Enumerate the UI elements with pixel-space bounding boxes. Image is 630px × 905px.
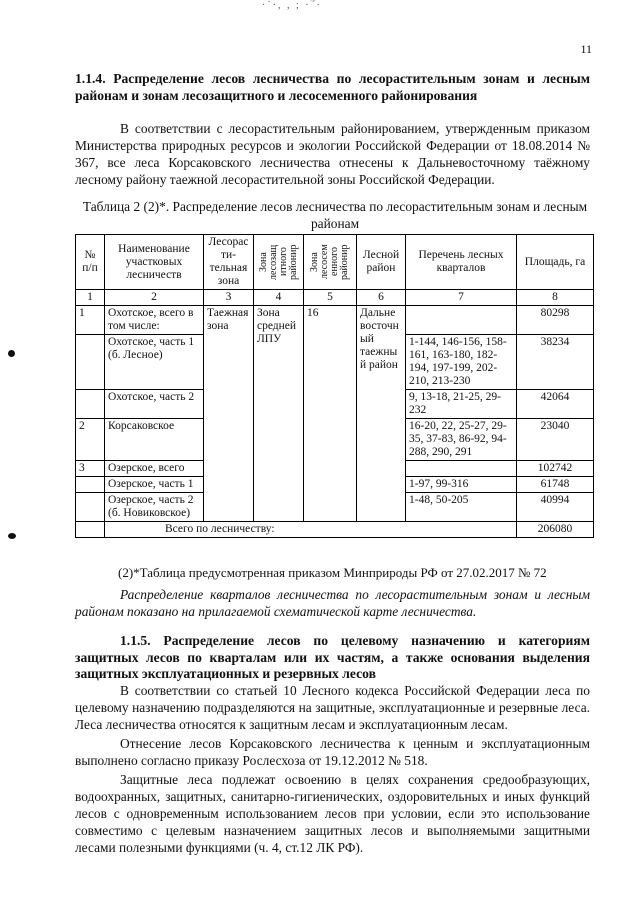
section-1-1-4-paragraph: В соответствии с лесорастительным районированием, утвержденным приказом Министерства природных ресурсов и экологии Российской Федерации от 18.08.2014 № 367, все леса Корсаковского лесничества отнесены к Дальневосточному таёжному лесному району таежной лесорастительной зоны Российской Федерации.	[75, 121, 590, 187]
seed-zone-cell: 16	[304, 306, 357, 522]
table-row: 1 Охотское, всего в том числе: Таежная зона Зона средней ЛПУ 16 Дальне восточн ый таежны й район 80298	[76, 306, 594, 335]
section-1-1-5-heading: 1.1.5. Распределение лесов по целевому назначению и категориям защитных лесов по кварталам или их частям, а также основания выделения защитных эксплуатационных и резервных лесов	[75, 633, 590, 681]
table-row: Озерское, часть 2 (б. Новиковское) 1-48, 50-205 40994	[76, 493, 594, 522]
zone-cell: Таежная зона	[204, 306, 254, 522]
paragraph: В соответствии со статьей 10 Лесного кодекса Российской Федерации леса по целевому назначению подразделяются на защитные, эксплуатационные и резервные леса. Леса лесничества относятся к защитным лесам и эксплуатационным лесам.	[75, 683, 590, 732]
section-1-1-4-heading: 1.1.4. Распределение лесов лесничества по лесорастительным зонам и лесным районам и зонам лесозащитного и лесосеменного районирования	[75, 71, 590, 103]
total-area: 206080	[517, 522, 594, 538]
header-area: Площадь, га	[517, 235, 594, 290]
forest-region-cell: Дальне восточн ый таежны й район	[357, 306, 406, 522]
table-row: Озерское, часть 1 1-97, 99-316 61748	[76, 477, 594, 493]
binding-hole-mark	[8, 350, 15, 357]
forest-zones-table	[75, 234, 594, 538]
table-caption: Таблица 2 (2)*. Распределение лесов лесничества по лесорастительным зонам и лесным районам	[82, 199, 588, 231]
header-name: Наименование участковых лесничеств	[105, 235, 204, 290]
table-footnote: (2)*Таблица предусмотренная приказом Минприроды РФ от 27.02.2017 № 72	[118, 565, 547, 580]
table-row: 2 Корсаковское 16-20, 22, 25-27, 29-35, 37-83, 86-92, 94-288, 290, 291 23040	[76, 419, 594, 461]
total-row	[76, 522, 594, 538]
map-note: Распределение кварталов лесничества по лесорастительным зонам и лесным районам показано на прилагаемой схематической карте лесничества.	[75, 587, 590, 619]
header-quarters: Перечень лесных кварталов	[406, 235, 517, 290]
paragraph: Отнесение лесов Корсаковского лесничества к ценным и эксплуатационным выполнено согласно приказу Рослесхоза от 19.12.2012 № 518.	[75, 736, 590, 768]
table-row: Охотское, часть 2 9, 13-18, 21-25, 29-232 42064	[76, 390, 594, 419]
scan-marks: ·˙·, , ; ·՞·	[262, 0, 322, 11]
protection-zone-cell: Зона средней ЛПУ	[254, 306, 304, 522]
header-forest-region: Лесной район	[357, 235, 406, 290]
paragraph: Защитные леса подлежат освоению в целях сохранения средообразующих, водоохранных, защитных, санитарно-гигиенических, оздоровительных и иных функций лесов с одновременным использованием лесов при условии, если это использование совместимо с целевым назначением защитных лесов и выполняемыми защитными лесами полезными функциями (ч. 4, ст.12 ЛК РФ).	[75, 772, 590, 855]
table-row: 3 Озерское, всего 102742	[76, 461, 594, 477]
section-1-1-5-body	[75, 682, 590, 858]
column-number-row: 1 2 3 4 5 6 7 8	[76, 290, 594, 306]
binding-hole-mark	[8, 533, 16, 539]
total-label: Всего по лесничеству:	[105, 522, 517, 538]
page-number: 11	[580, 42, 592, 56]
header-seed-zone: Зона лесосем енного районир	[304, 235, 357, 290]
header-protection-zone: Зона лесозащ итного районир	[254, 235, 304, 290]
header-num: № п/п	[76, 235, 105, 290]
header-zone: Лесорас ти-тельная зона	[204, 235, 254, 290]
table-row: Охотское, часть 1 (б. Лесное) 1-144, 146-156, 158-161, 163-180, 182-194, 197-199, 202-210, 213-230 38234	[76, 335, 594, 390]
